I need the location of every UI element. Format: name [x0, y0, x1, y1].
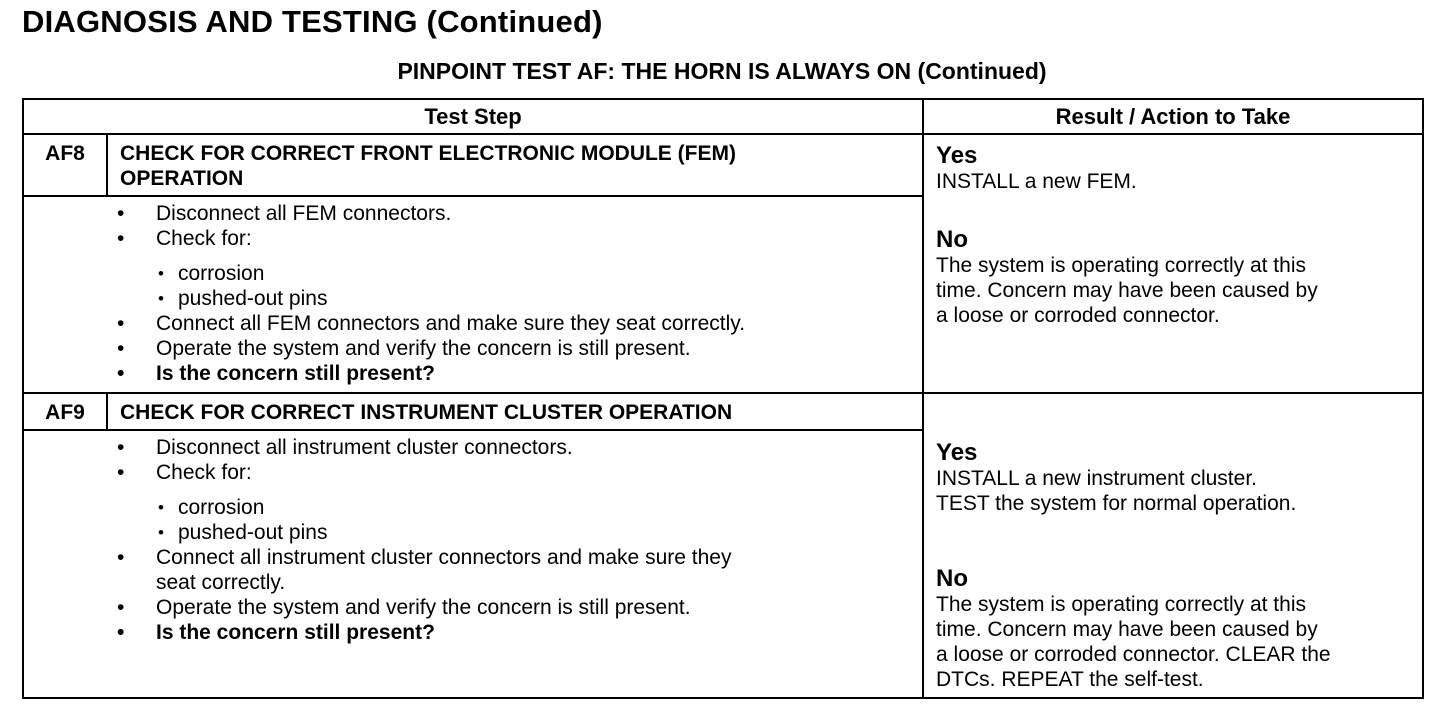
- step-heading-line: OPERATION: [120, 167, 244, 190]
- result-no-text: a loose or corroded connector. CLEAR the: [936, 643, 1331, 666]
- column-header-result: Result / Action to Take: [923, 99, 1423, 134]
- result-cell-af9: [923, 393, 1423, 698]
- step-heading-af9: [107, 393, 923, 430]
- list-item: • Connect all FEM connectors and make sure they seat correctly.: [24, 311, 912, 336]
- pinpoint-test-table: [22, 98, 1424, 699]
- result-no-text: The system is operating correctly at this: [936, 254, 1306, 277]
- step-body-af8: [23, 196, 923, 393]
- step-heading-line: CHECK FOR CORRECT FRONT ELECTRONIC MODULE (FEM): [120, 142, 736, 165]
- step-id-af9: AF9: [23, 393, 107, 430]
- step-heading-af8: [107, 134, 923, 196]
- list-item: [24, 545, 912, 595]
- list-item: • Disconnect all instrument cluster connectors.: [24, 435, 912, 460]
- result-no-text: DTCs. REPEAT the self-test.: [936, 668, 1204, 691]
- result-no-text: a loose or corroded connector.: [936, 304, 1220, 327]
- result-yes-text: TEST the system for normal operation.: [936, 492, 1297, 515]
- result-no-text: time. Concern may have been caused by: [936, 618, 1318, 641]
- check-list: [24, 495, 912, 545]
- list-item-text: seat correctly.: [156, 571, 286, 594]
- list-item-text: Connect all instrument cluster connectors and make sure they: [156, 546, 732, 569]
- step-question: • Is the concern still present?: [24, 361, 912, 386]
- result-yes-text: INSTALL a new instrument cluster.: [936, 467, 1257, 490]
- list-item: • corrosion: [24, 261, 912, 286]
- column-header-test-step: Test Step: [23, 99, 923, 134]
- list-item: • Check for:: [24, 460, 912, 485]
- step-list: [24, 435, 912, 485]
- result-yes-label: Yes: [936, 439, 978, 466]
- pinpoint-test-title: PINPOINT TEST AF: THE HORN IS ALWAYS ON (Continued): [397, 58, 1047, 84]
- result-cell-af8: [923, 134, 1423, 393]
- step-heading-line: CHECK FOR CORRECT INSTRUMENT CLUSTER OPERATION: [120, 401, 733, 424]
- result-yes-label: Yes: [936, 142, 978, 169]
- step-id-af8: AF8: [23, 134, 107, 196]
- step-body-af9: [23, 430, 923, 698]
- step-list: [24, 545, 912, 645]
- list-item: • Disconnect all FEM connectors.: [24, 201, 912, 226]
- result-yes-text: INSTALL a new FEM.: [936, 170, 1137, 193]
- result-no-text: The system is operating correctly at this: [936, 593, 1306, 616]
- result-no-text: time. Concern may have been caused by: [936, 279, 1318, 302]
- result-no-label: No: [936, 226, 969, 253]
- result-no-label: No: [936, 565, 969, 592]
- step-question: • Is the concern still present?: [24, 620, 912, 645]
- list-item: • pushed-out pins: [24, 520, 912, 545]
- step-list: [24, 311, 912, 386]
- page-title: DIAGNOSIS AND TESTING (Continued): [22, 4, 603, 39]
- list-item: • Operate the system and verify the concern is still present.: [24, 595, 912, 620]
- list-item: • Check for:: [24, 226, 912, 251]
- step-list: [24, 201, 912, 251]
- check-list: [24, 261, 912, 311]
- list-item: • Operate the system and verify the concern is still present.: [24, 336, 912, 361]
- list-item: • pushed-out pins: [24, 286, 912, 311]
- list-item: • corrosion: [24, 495, 912, 520]
